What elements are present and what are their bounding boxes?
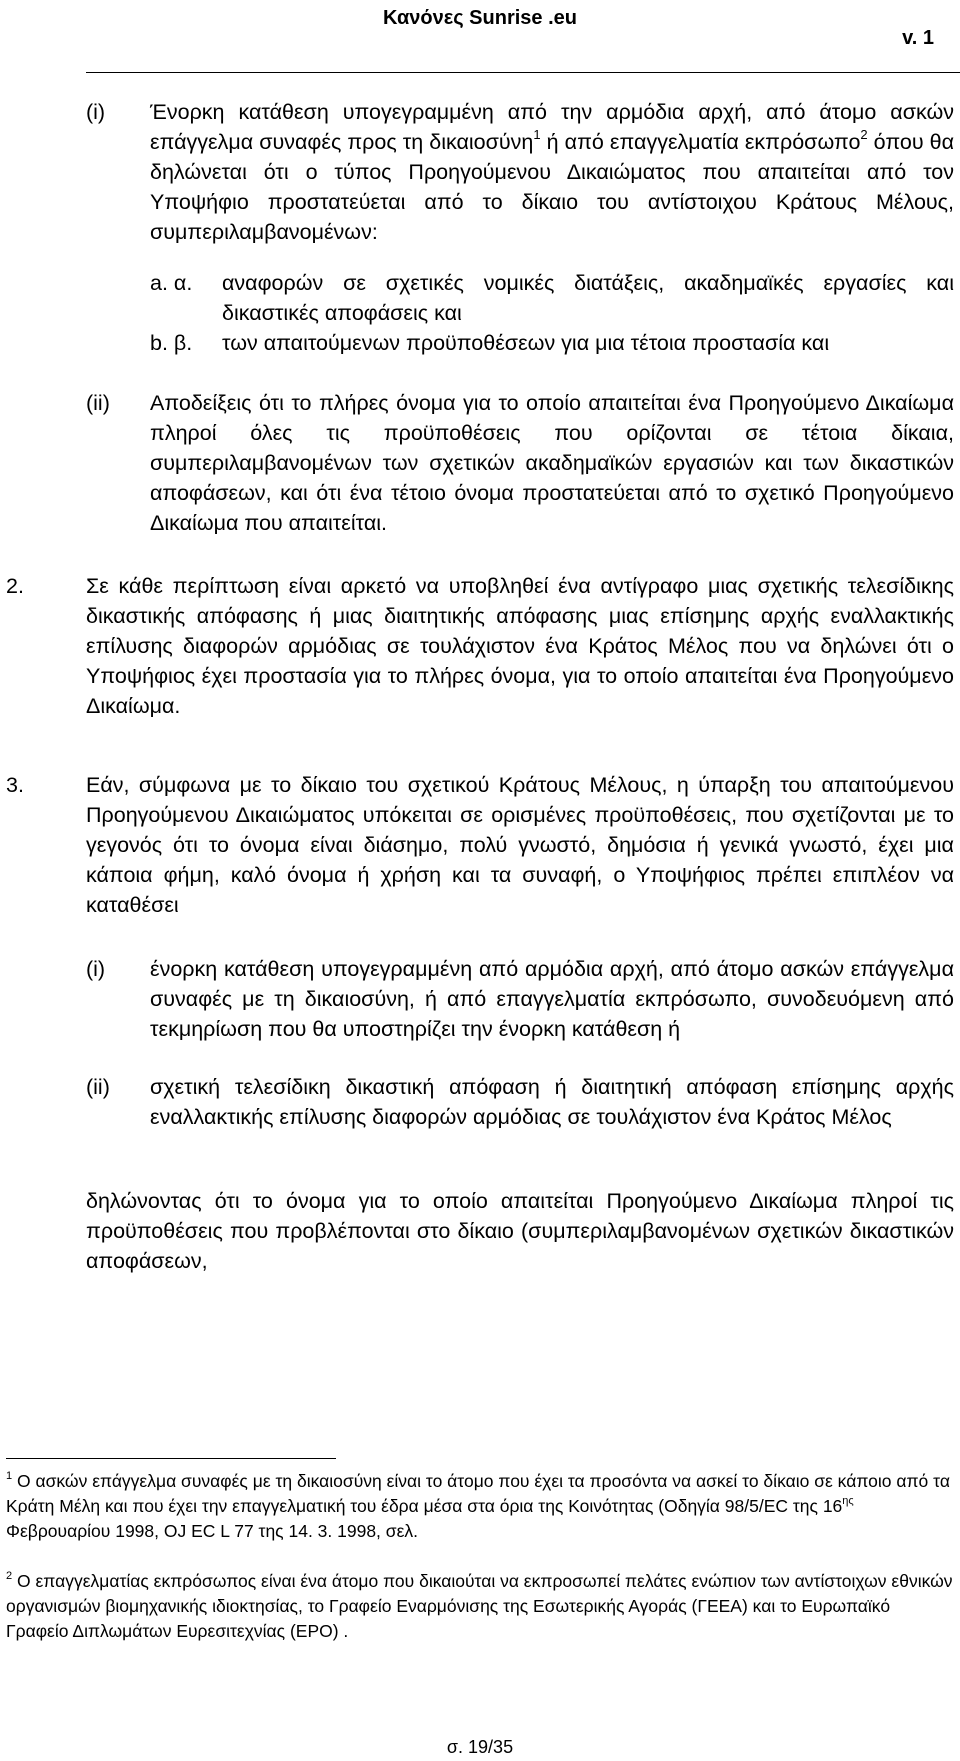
header-title: Κανόνες Sunrise .eu — [382, 7, 577, 29]
paragraph-3-item-i-text: ένορκη κατάθεση υπογεγραμμένη από αρμόδια αρχή, από άτομο ασκών επάγγελμα συναφές με τη δικαιοσύνη, ή από επαγγελματία εκπρόσωπο, συνοδευόμενη από τεκμηρίωση που θα υποστηρίζει την ένορκη κατάθεση ή — [150, 957, 954, 1041]
paragraph-3-number: 3. — [6, 773, 24, 797]
footnote-divider — [6, 1458, 336, 1459]
item-i-marker: (i) — [86, 100, 106, 124]
sub-item-a-marker: a. α. — [150, 271, 193, 295]
sub-item-b-text: των απαιτούμενων προϋποθέσεων για μια τέτοια προστασία και — [222, 331, 830, 355]
footnote-ref-2[interactable]: 2 — [860, 126, 868, 142]
paragraph-3-text: Εάν, σύμφωνα με το δίκαιο του σχετικού Κράτους Μέλους, η ύπαρξη του απαιτούμενου Προηγούμενου Δικαιώματος υπόκειται σε ορισμένες προϋποθέσεις, που σχετίζονται με το γεγονός ότι το όνομα είναι διάσημο, πολύ γνωστό, δημόσια ή γενικά γνωστό, έχει μια κάποια φήμη, καλό όνομα ή χρήση και τα συναφή, ο Υποψήφιος πρέπει επιπλέον να καταθέσει — [86, 773, 954, 917]
footnote-1-marker: 1 — [6, 1470, 13, 1483]
paragraph-3-item-ii-marker: (ii) — [86, 1075, 110, 1099]
paragraph-3-closing-text: δηλώνοντας ότι το όνομα για το οποίο απαιτείται Προηγούμενο Δικαίωμα πληροί τις προϋποθέσεις που προβλέπονται στο δίκαιο (συμπεριλαμβανομένων σχετικών δικαστικών αποφάσεων, — [86, 1189, 954, 1273]
header-divider — [86, 72, 960, 73]
paragraph-2-number: 2. — [6, 574, 24, 598]
footnote-1-text-b: Φεβρουαρίου 1998, OJ EC L 77 της 14. 3. 1998, σελ. — [6, 1521, 418, 1541]
footnote-ref-1[interactable]: 1 — [533, 126, 541, 142]
paragraph-3-item-ii-text: σχετική τελεσίδικη δικαστική απόφαση ή διαιτητική απόφαση επίσημης αρχής εναλλακτικής επίλυσης διαφορών αρμόδιας σε τουλάχιστον ένα Κράτος Μέλος — [150, 1075, 954, 1129]
footnote-2-marker: 2 — [6, 1570, 13, 1583]
paragraph-2-text: Σε κάθε περίπτωση είναι αρκετό να υποβληθεί ένα αντίγραφο μιας σχετικής τελεσίδικης δικαστικής απόφασης ή μιας διαιτητικής απόφασης μιας επίσημης αρχής εναλλακτικής επίλυσης διαφορών αρμόδιας σε τουλάχιστον ένα Κράτος Μέλος που να δηλώνει ότι ο Υποψήφιος έχει προστασία για το πλήρες όνομα, για το οποίο απαιτείται ένα Προηγούμενο Δικαίωμα. — [86, 574, 954, 718]
footnote-1-text-a: Ο ασκών επάγγελμα συναφές με τη δικαιοσύνη είναι το άτομο που έχει τα προσόντα να ασκεί το δίκαιο σε κάποιο από τα Κράτη Μέλη και που έχει την επαγγελματική του έδρα μέσα στα όρια της Κοινότητας (Οδηγία 98/5/EC της 16 — [6, 1471, 950, 1516]
page-number: σ. 19/35 — [446, 1737, 514, 1757]
item-i-text-part3: όπου θα δηλώνεται ότι ο τύπος Προηγούμενου Δικαιώματος που απαιτείται από τον Υποψήφιο προστατεύεται από το δίκαιο του αντίστοιχου Κράτους Μέλους, συμπεριλαμβανομένων: — [150, 130, 955, 244]
item-ii-text: Αποδείξεις ότι το πλήρες όνομα για το οποίο απαιτείται ένα Προηγούμενο Δικαίωμα πληροί όλες τις προϋποθέσεις που ορίζονται σε τέτοια δίκαια, συμπεριλαμβανομένων των σχετικών ακαδημαϊκών εργασιών και των δικαστικών αποφάσεων, και ότι ένα τέτοιο όνομα προστατεύεται από το σχετικό Προηγούμενο Δικαίωμα που απαιτείται. — [150, 391, 954, 535]
paragraph-3-item-i-marker: (i) — [86, 957, 106, 981]
sub-item-b-marker: b. β. — [150, 331, 193, 355]
header-version: v. 1 — [902, 27, 934, 49]
item-i-text — [150, 97, 954, 247]
sub-item-a-text: αναφορών σε σχετικές νομικές διατάξεις, ακαδημαϊκές εργασίες και δικαστικές αποφάσεις και — [222, 271, 954, 325]
item-ii-marker: (ii) — [86, 391, 110, 415]
footnote-2 — [6, 1569, 954, 1644]
footnote-2-text: Ο επαγγελματίας εκπρόσωπος είναι ένα άτομο που δικαιούται να εκπροσωπεί πελάτες ενώπιον των αντίστοιχων εθνικών οργανισμών βιομηχανικής ιδιοκτησίας, το Γραφείο Εναρμόνισης της Εσωτερικής Αγοράς (ΓΕΕΑ) και το Ευρωπαϊκό Γραφείο Διπλωμάτων Ευρεσιτεχνίας (EPO) . — [6, 1571, 953, 1641]
item-i-text-part1: Ένορκη κατάθεση υπογεγραμμένη από την αρμόδια αρχή, από άτομο ασκών επάγγελμα συναφές προς τη δικαιοσύνη — [150, 100, 954, 154]
footnote-1-ordinal: ης — [842, 1495, 854, 1508]
item-i-text-part2: ή από επαγγελματία εκπρόσωπο — [540, 130, 861, 154]
footnote-1 — [6, 1469, 954, 1544]
